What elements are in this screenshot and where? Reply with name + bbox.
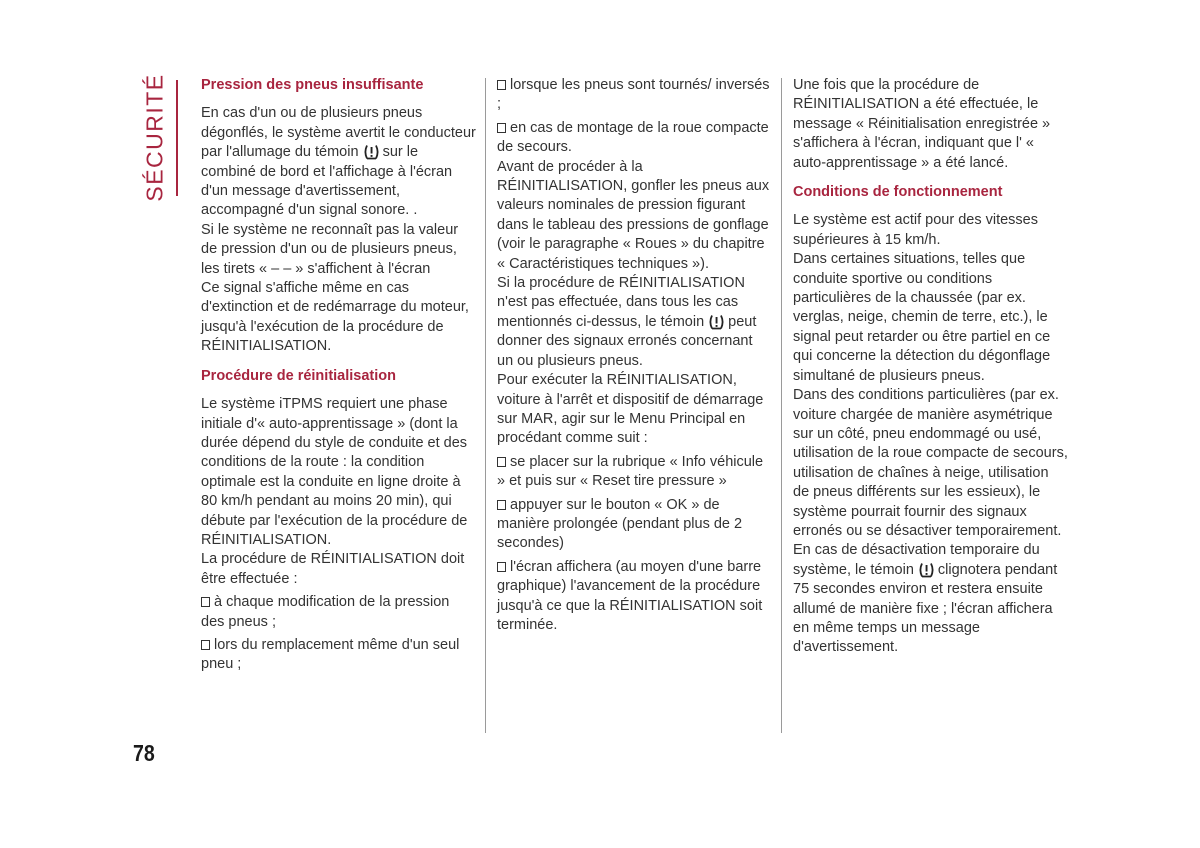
- list-item: [497, 496, 772, 554]
- heading-reset-procedure: Procédure de réinitialisation: [201, 367, 396, 384]
- column-divider-1: [485, 78, 486, 733]
- paragraph: Si le système ne reconnaît pas la valeur de pression d'un ou de plusieurs pneus, les tirets « – – » s'affichent à l'écran: [201, 221, 459, 277]
- list-item: [201, 636, 476, 675]
- paragraph: Ce signal s'affiche même en cas d'extinction et de redémarrage du moteur, jusqu'à l'exécution de la procédure de RÉINITIALISATION.: [201, 280, 469, 355]
- checkbox-bullet-icon: [497, 500, 506, 510]
- list-item-text: l'écran affichera (au moyen d'une barre graphique) l'avancement de la procédure jusqu'à ce que la RÉINITIALISATION soit terminée.: [497, 558, 763, 633]
- column-2: [497, 76, 772, 635]
- column-divider-2: [781, 78, 782, 733]
- paragraph: Dans des conditions particulières (par ex. voiture chargée de manière asymétrique sur un côté, pneu endommagé ou usé, utilisation de la roue compacte de secours, utilisation de chaînes à neige, utilisation de pneus différents sur les essieux), le système pourrait fournir des signaux erronés ou se désactiver temporairement.: [793, 387, 1068, 539]
- tire-pressure-warning-icon: [918, 562, 935, 578]
- checkbox-bullet-icon: [497, 123, 506, 133]
- paragraph-text: sur le combiné de bord et l'affichage à l'écran d'un message d'avertissement, accompagné d'un signal sonore. .: [201, 144, 453, 219]
- list-item-text: en cas de montage de la roue compacte de secours.: [497, 119, 769, 156]
- tire-pressure-warning-icon: [708, 314, 725, 330]
- page-number: 78: [133, 740, 155, 766]
- list-item-text: lorsque les pneus sont tournés/ inversés ;: [497, 77, 770, 113]
- section-rule: [176, 80, 178, 196]
- list-item-text: lors du remplacement même d'un seul pneu ;: [201, 636, 460, 673]
- paragraph: [201, 104, 476, 220]
- checkbox-bullet-icon: [497, 457, 506, 467]
- list-item: [497, 453, 772, 492]
- paragraph: [793, 541, 1068, 657]
- checkbox-bullet-icon: [201, 597, 210, 607]
- tire-pressure-warning-icon: [363, 144, 380, 160]
- list-item: [497, 119, 772, 158]
- paragraph: Le système est actif pour des vitesses supérieures à 15 km/h.: [793, 212, 1038, 248]
- checkbox-bullet-icon: [497, 80, 506, 90]
- section-title-text: SÉCURITÉ: [141, 72, 168, 202]
- paragraph-text: peut donner des signaux erronés concernant un ou plusieurs pneus.: [497, 313, 757, 369]
- paragraph: Le système iTPMS requiert une phase initiale d'« auto-apprentissage » (dont la durée dépend du style de conduite et des conditions de la route : la condition optimale est la conduite en ligne droite à 80 km/h pendant au moins 20 min), qui débute par l'exécution de la procédure de RÉINITIALISATION.: [201, 396, 468, 548]
- heading-operating-conditions: Conditions de fonctionnement: [793, 184, 1003, 201]
- paragraph: Pour exécuter la RÉINITIALISATION, voiture à l'arrêt et dispositif de démarrage sur MAR, agir sur le Menu Principal en procédant comme suit :: [497, 372, 764, 447]
- paragraph: Une fois que la procédure de RÉINITIALISATION a été effectuée, le message « Réinitialisation enregistrée » s'affichera à l'écran, indiquant que l' « auto-apprentissage » a été lancé.: [793, 77, 1051, 171]
- paragraph-text: clignotera pendant 75 secondes environ et restera ensuite allumé de manière fixe ; l'écran affichera en même temps un message d'avertissement.: [793, 561, 1058, 656]
- column-3: [793, 76, 1068, 658]
- paragraph: La procédure de RÉINITIALISATION doit être effectuée :: [201, 551, 465, 587]
- paragraph: [497, 274, 772, 371]
- paragraph: Avant de procéder à la RÉINITIALISATION, gonfler les pneus aux valeurs nominales de pression figurant dans le tableau des pressions de gonflage (voir le paragraphe « Roues » du chapitre « Caractéristiques techniques »).: [497, 158, 770, 272]
- paragraph-text: En cas de désactivation temporaire du système, le témoin: [793, 542, 1040, 578]
- column-1: [201, 76, 476, 675]
- list-item-text: se placer sur la rubrique « Info véhicule » et puis sur « Reset tire pressure »: [497, 453, 764, 490]
- heading-low-pressure: Pression des pneus insuffisante: [201, 77, 424, 93]
- list-item: [497, 558, 772, 636]
- paragraph: Dans certaines situations, telles que conduite sportive ou conditions particulières de la chaussée (par ex. verglas, neige, chemin de terre, etc.), le signal peut retarder ou être partiel en ce qui concerne la détection du dégonflage simultané de plusieurs pneus.: [793, 251, 1051, 384]
- paragraph-text: Si la procédure de RÉINITIALISATION n'est pas effectuée, dans tous les cas mentionnés ci-dessus, le témoin: [497, 275, 745, 330]
- checkbox-bullet-icon: [201, 640, 210, 650]
- list-item-text: appuyer sur le bouton « OK » de manière prolongée (pendant plus de 2 secondes): [497, 496, 743, 552]
- checkbox-bullet-icon: [497, 562, 506, 572]
- list-item: [497, 76, 772, 115]
- paragraph-text: En cas d'un ou de plusieurs pneus dégonflés, le système avertit le conducteur par l'allumage du témoin: [201, 105, 476, 161]
- list-item-text: à chaque modification de la pression des pneus ;: [201, 594, 450, 630]
- list-item: [201, 593, 476, 632]
